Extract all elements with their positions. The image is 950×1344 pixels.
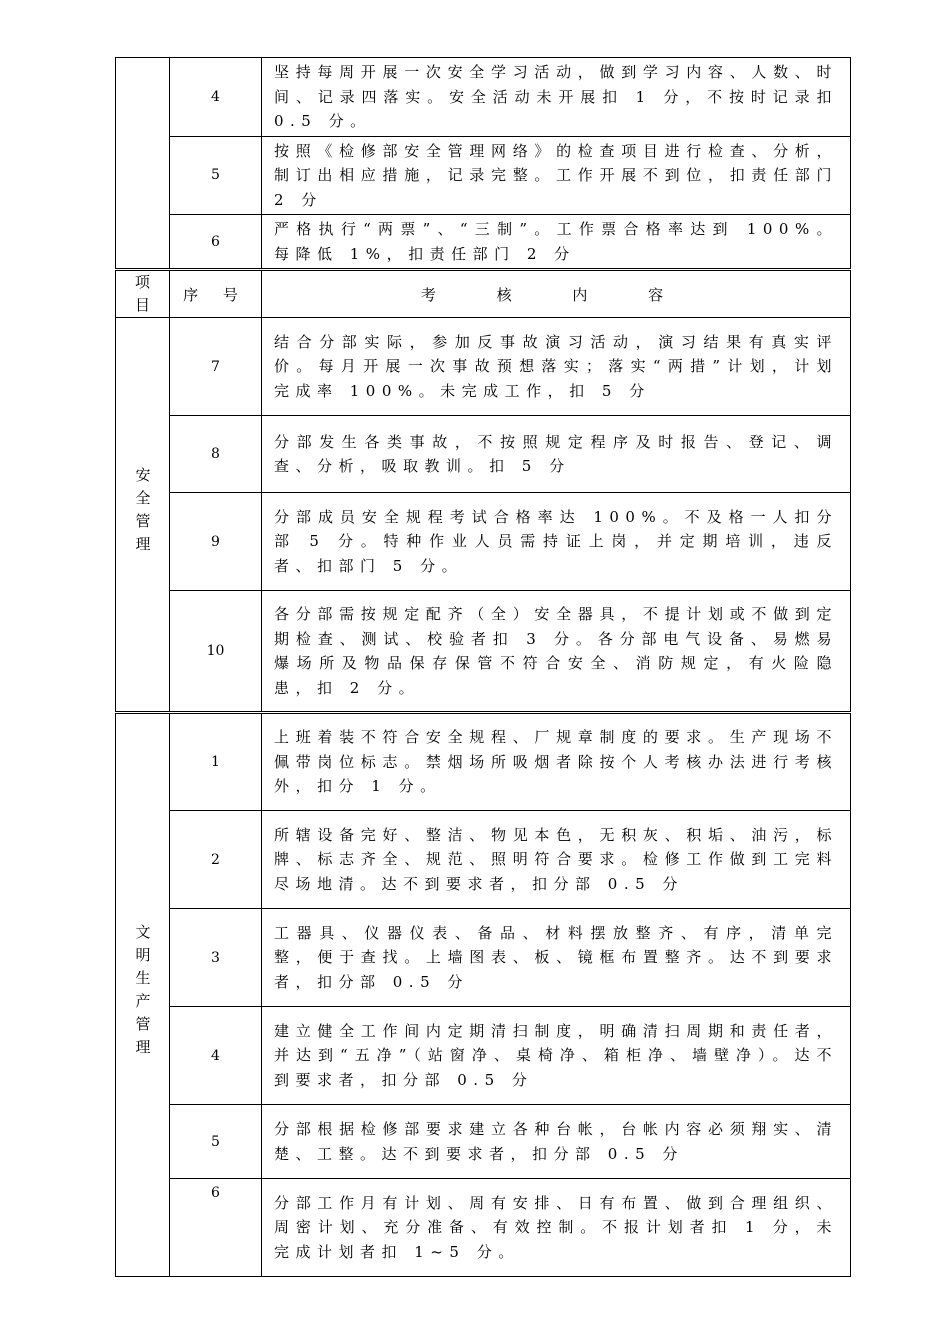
assessment-table <box>115 57 851 1277</box>
row-content: 分部根据检修部要求建立各种台帐，台帐内容必须翔实、清楚、工整。达不到要求者，扣分部 0.5 分 <box>262 1105 851 1179</box>
row-content: 工器具、仪器仪表、备品、材料摆放整齐、有序，清单完整，便于查找。上墙图表、板、镜框布置整齐。达不到要求者，扣分部 0.5 分 <box>262 909 851 1007</box>
row-content: 结合分部实际，参加反事故演习活动，演习结果有真实评价。每月开展一次事故预想落实；落实“两措”计划，计划完成率 100%。未完成工作，扣 5 分 <box>262 318 851 416</box>
row-number: 5 <box>170 1105 262 1179</box>
header-content: 考 核 内 容 <box>262 270 851 318</box>
table-row <box>116 1105 851 1179</box>
row-number: 10 <box>170 591 262 713</box>
row-content: 分部工作月有计划、周有安排、日有布置、做到合理组织、周密计划、充分准备、有效控制。不报计划者扣 1 分，未完成计划者扣 1~5 分。 <box>262 1179 851 1277</box>
row-number: 4 <box>170 58 262 137</box>
table-row <box>116 909 851 1007</box>
row-content: 严格执行“两票”、“三制”。工作票合格率达到 100%。每降低 1%，扣责任部门 2 分 <box>262 215 851 270</box>
row-number: 1 <box>170 713 262 811</box>
row-content: 分部发生各类事故，不按照规定程序及时报告、登记、调查、分析，吸取教训。扣 5 分 <box>262 416 851 493</box>
row-number: 3 <box>170 909 262 1007</box>
table-row <box>116 215 851 270</box>
row-number: 6 <box>170 215 262 270</box>
row-number: 5 <box>170 136 262 215</box>
row-number: 2 <box>170 811 262 909</box>
table-row <box>116 1007 851 1105</box>
table-row <box>116 811 851 909</box>
row-content: 按照《检修部安全管理网络》的检查项目进行检查、分析，制订出相应措施，记录完整。工作开展不到位，扣责任部门 2 分 <box>262 136 851 215</box>
row-content: 建立健全工作间内定期清扫制度，明确清扫周期和责任者，并达到“五净”（站窗净、桌椅净、箱柜净、墙壁净）。达不到要求者，扣分部 0.5 分 <box>262 1007 851 1105</box>
row-content: 各分部需按规定配齐（全）安全器具，不提计划或不做到定期检查、测试、校验者扣 3 分。各分部电气设备、易燃易爆场所及物品保存保管不符合安全、消防规定，有火险隐患，扣 2 分。 <box>262 591 851 713</box>
table-row <box>116 58 851 137</box>
table-row <box>116 493 851 591</box>
table-row <box>116 591 851 713</box>
row-content: 坚持每周开展一次安全学习活动，做到学习内容、人数、时间、记录四落实。安全活动未开展扣 1 分，不按时记录扣 0.5 分。 <box>262 58 851 137</box>
section-label-safety: 安全管理 <box>116 318 170 713</box>
row-content: 分部成员安全规程考试合格率达 100%。不及格一人扣分部 5 分。特种作业人员需持证上岗，并定期培训，违反者、扣部门 5 分。 <box>262 493 851 591</box>
header-no: 序 号 <box>170 270 262 318</box>
section-label-civil: 文明生产管理 <box>116 713 170 1277</box>
table-row <box>116 416 851 493</box>
row-content: 上班着装不符合安全规程、厂规章制度的要求。生产现场不佩带岗位标志。禁烟场所吸烟者除按个人考核办法进行考核外，扣分 1 分。 <box>262 713 851 811</box>
table-row <box>116 713 851 811</box>
table-row <box>116 1179 851 1277</box>
table-row <box>116 318 851 416</box>
table-header <box>116 270 851 318</box>
row-number: 8 <box>170 416 262 493</box>
row-content: 所辖设备完好、整洁、物见本色，无积灰、积垢、油污，标牌、标志齐全、规范、照明符合要求。检修工作做到工完料尽场地清。达不到要求者，扣分部 0.5 分 <box>262 811 851 909</box>
table-row <box>116 136 851 215</box>
row-number: 9 <box>170 493 262 591</box>
item-cell-empty <box>116 58 170 270</box>
row-number: 4 <box>170 1007 262 1105</box>
row-number: 6 <box>170 1179 262 1277</box>
header-item: 项目 <box>116 270 170 318</box>
row-number: 7 <box>170 318 262 416</box>
